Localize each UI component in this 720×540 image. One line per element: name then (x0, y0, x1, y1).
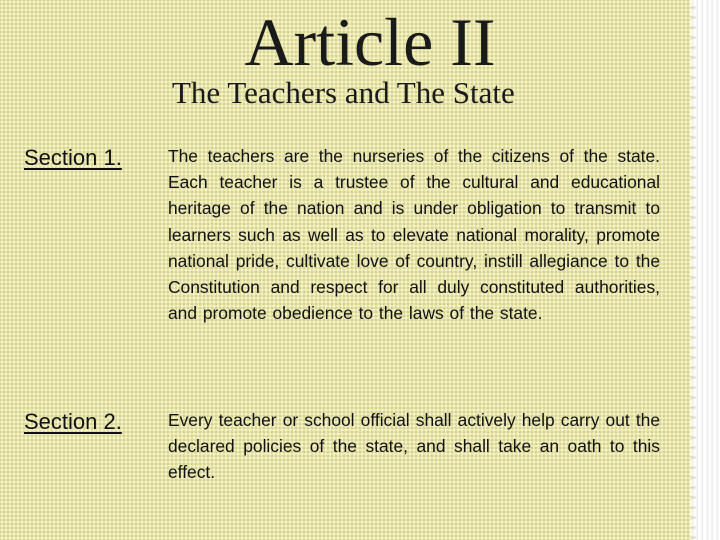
section-1-heading: Section 1. (24, 145, 122, 170)
article-subtitle: The Teachers and The State (172, 75, 515, 110)
article-title: Article II (244, 4, 496, 80)
section-1-text: The teachers are the nurseries of the citizens of the state. Each teacher is a trustee of the cultural and educational heritage of the nation and is under obligation to transmit to learners such as well as to elevate national morality, promote national pride, cultivate love of country, instill allegiance to the Constitution and respect for all duly constituted authorities, and promote obedience to the laws of the state. (168, 146, 660, 324)
section-2-text: Every teacher or school official shall actively help carry out the declared policies of the state, and shall take an oath to this effect. (168, 410, 660, 483)
section-2-heading: Section 2. (24, 409, 122, 434)
page-edge-decoration (694, 0, 720, 540)
